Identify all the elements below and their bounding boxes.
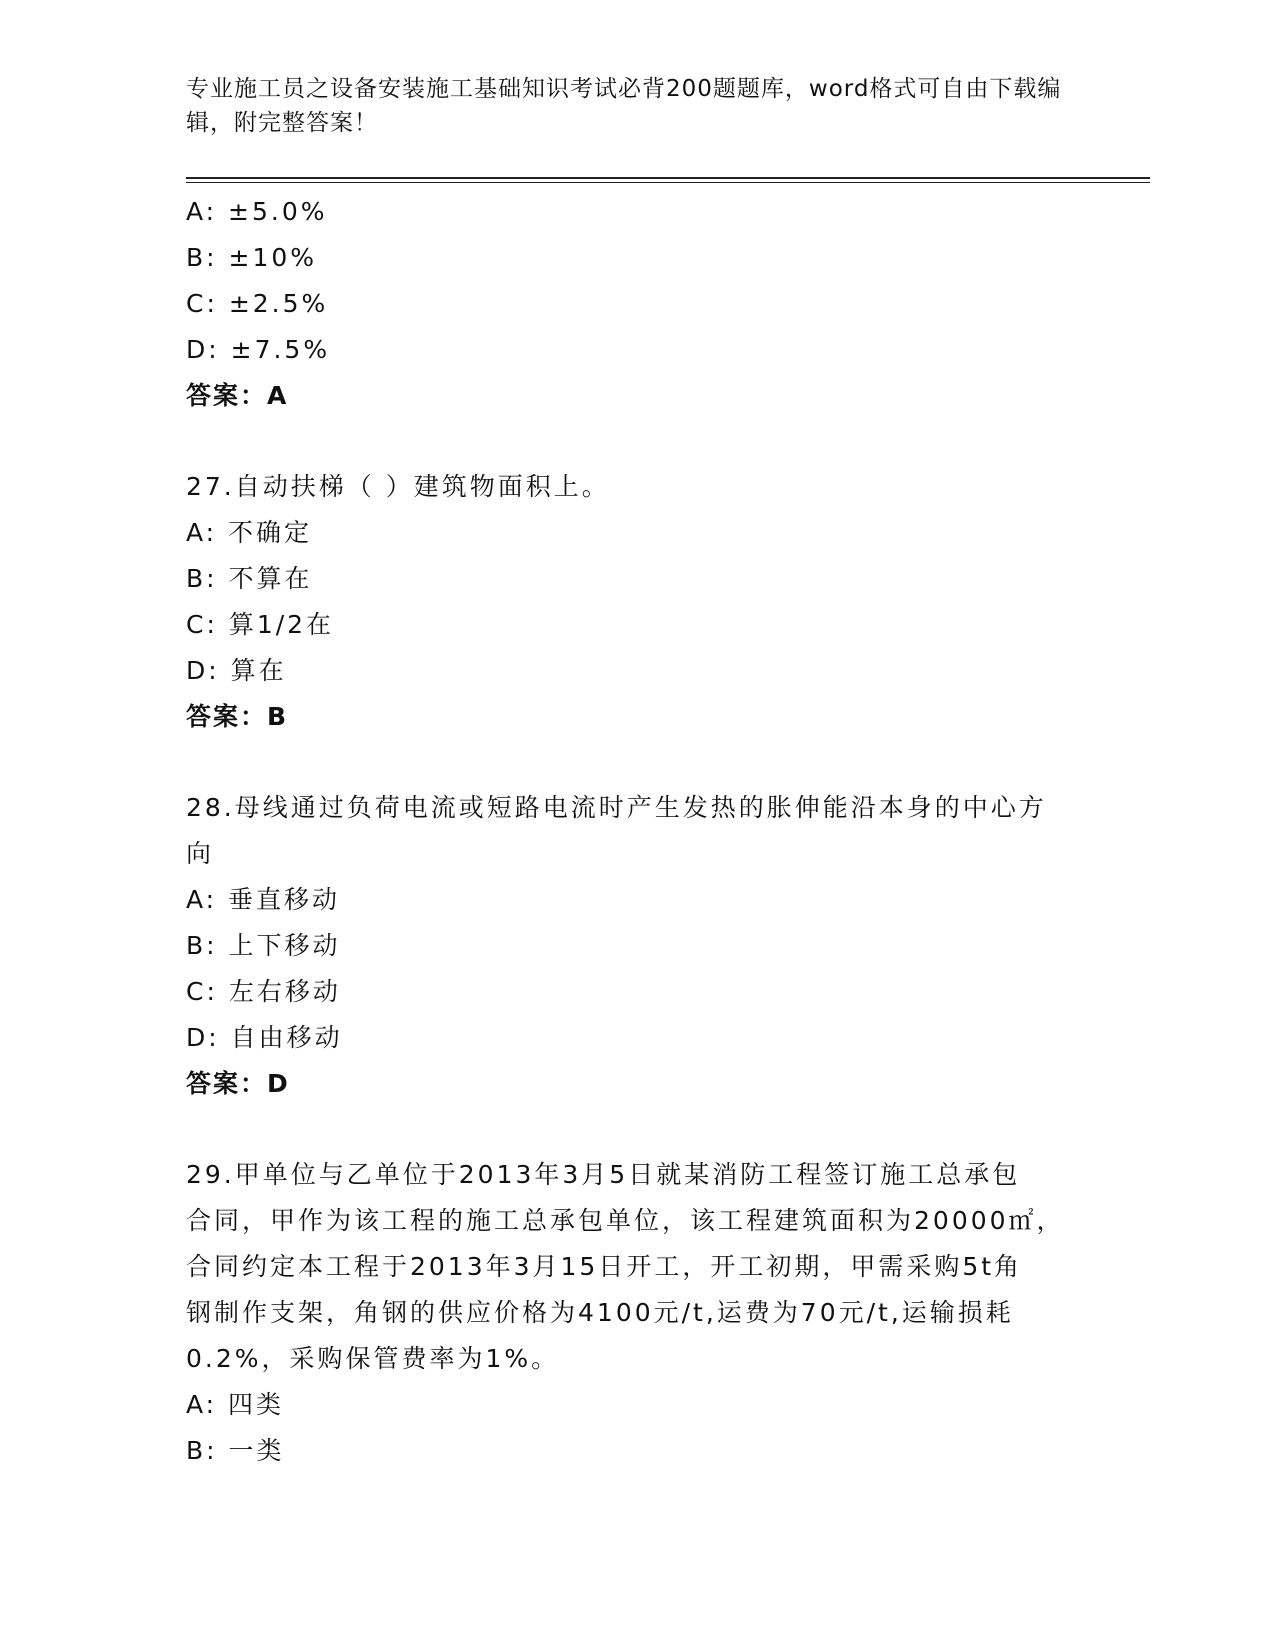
- question-text-line-5: 0.2%，采购保管费率为1%。: [186, 1344, 560, 1373]
- option-c: C: 算1/2在: [186, 610, 335, 639]
- question-text-line-2: 合同，甲作为该工程的施工总承包单位，该工程建筑面积为20000㎡，: [186, 1206, 1065, 1235]
- option-a: A: ±5.0%: [186, 197, 328, 226]
- option-a: A: 不确定: [186, 518, 313, 547]
- question-text-line-3: 合同约定本工程于2013年3月15日开工，开工初期，甲需采购5t角: [186, 1252, 1023, 1281]
- option-b: B: 上下移动: [186, 931, 341, 960]
- option-b: B: 一类: [186, 1436, 285, 1465]
- option-b: B: ±10%: [186, 243, 318, 272]
- answer-line: 答案：B: [186, 702, 289, 731]
- question-26: [186, 189, 1086, 419]
- question-text-line-2: 向: [186, 839, 215, 868]
- question-27: [186, 464, 1086, 740]
- option-d: D: 算在: [186, 656, 287, 685]
- question-28: [186, 785, 1086, 1107]
- document-header: 专业施工员之设备安装施工基础知识考试必背200题题库，word格式可自由下载编辑，附完整答案！: [186, 76, 1062, 136]
- question-text-line-1: 29.甲单位与乙单位于2013年3月5日就某消防工程签订施工总承包: [186, 1160, 1021, 1189]
- question-29: [186, 1152, 1086, 1474]
- option-d: D: ±7.5%: [186, 335, 331, 364]
- question-text: 27.自动扶梯（ ）建筑物面积上。: [186, 472, 610, 501]
- option-a: A: 四类: [186, 1390, 285, 1419]
- question-text-line-1: 28.母线通过负荷电流或短路电流时产生发热的胀伸能沿本身的中心方: [186, 793, 1047, 822]
- option-a: A: 垂直移动: [186, 885, 341, 914]
- answer-line: 答案：A: [186, 381, 289, 410]
- question-content: [186, 189, 1086, 1474]
- header-rule-thick: [186, 177, 1150, 179]
- question-text-line-4: 钢制作支架，角钢的供应价格为4100元/t,运费为70元/t,运输损耗: [186, 1298, 1014, 1327]
- option-d: D: 自由移动: [186, 1023, 343, 1052]
- option-c: C: ±2.5%: [186, 289, 329, 318]
- answer-line: 答案：D: [186, 1069, 290, 1098]
- option-c: C: 左右移动: [186, 977, 341, 1006]
- header-rule-thin: [186, 182, 1150, 183]
- option-b: B: 不算在: [186, 564, 313, 593]
